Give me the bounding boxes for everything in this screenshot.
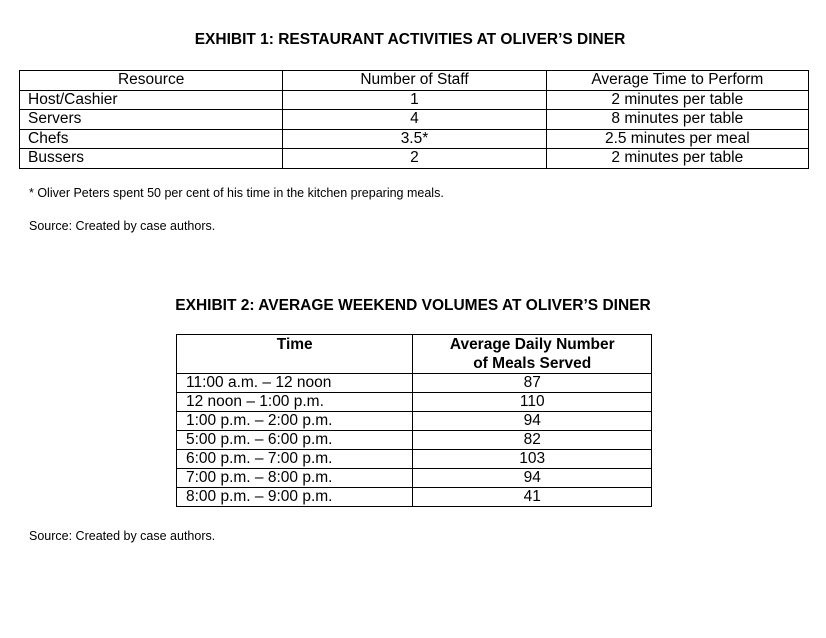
table-row bbox=[177, 374, 652, 393]
table-row bbox=[20, 90, 809, 110]
meals-cell: 103 bbox=[413, 450, 652, 469]
table-row bbox=[177, 450, 652, 469]
meals-cell: 94 bbox=[413, 412, 652, 431]
exhibit-1-title: EXHIBIT 1: RESTAURANT ACTIVITIES AT OLIVER’S DINER bbox=[194, 31, 626, 48]
table-row bbox=[20, 129, 809, 149]
header-average-time: Average Time to Perform bbox=[546, 71, 808, 91]
table-row bbox=[177, 393, 652, 412]
exhibit-1-table bbox=[19, 70, 809, 169]
staff-cell: 4 bbox=[283, 110, 546, 130]
resource-cell: Servers bbox=[20, 110, 283, 130]
table-header-row bbox=[20, 71, 809, 91]
header-meals-line-2: of Meals Served bbox=[473, 355, 592, 372]
resource-cell: Chefs bbox=[20, 129, 283, 149]
header-time: Time bbox=[177, 335, 413, 374]
meals-cell: 82 bbox=[413, 431, 652, 450]
time-cell: 2 minutes per table bbox=[546, 149, 808, 169]
header-number-of-staff: Number of Staff bbox=[283, 71, 546, 91]
exhibit-2-title: EXHIBIT 2: AVERAGE WEEKEND VOLUMES AT OLIVER’S DINER bbox=[175, 297, 651, 314]
time-cell: 2.5 minutes per meal bbox=[546, 129, 808, 149]
meals-cell: 110 bbox=[413, 393, 652, 412]
staff-cell: 2 bbox=[283, 149, 546, 169]
time-cell: 11:00 a.m. – 12 noon bbox=[177, 374, 413, 393]
resource-cell: Bussers bbox=[20, 149, 283, 169]
meals-cell: 94 bbox=[413, 469, 652, 488]
table-row bbox=[20, 110, 809, 130]
time-cell: 12 noon – 1:00 p.m. bbox=[177, 393, 413, 412]
meals-cell: 41 bbox=[413, 488, 652, 507]
table-row bbox=[177, 469, 652, 488]
staff-cell: 1 bbox=[283, 90, 546, 110]
table-row bbox=[20, 149, 809, 169]
table-row bbox=[177, 488, 652, 507]
time-cell: 8 minutes per table bbox=[546, 110, 808, 130]
time-cell: 1:00 p.m. – 2:00 p.m. bbox=[177, 412, 413, 431]
time-cell: 7:00 p.m. – 8:00 p.m. bbox=[177, 469, 413, 488]
time-cell: 5:00 p.m. – 6:00 p.m. bbox=[177, 431, 413, 450]
meals-cell: 87 bbox=[413, 374, 652, 393]
time-cell: 8:00 p.m. – 9:00 p.m. bbox=[177, 488, 413, 507]
time-cell: 6:00 p.m. – 7:00 p.m. bbox=[177, 450, 413, 469]
header-average-daily-meals bbox=[413, 335, 652, 374]
header-resource: Resource bbox=[20, 71, 283, 91]
staff-cell: 3.5* bbox=[283, 129, 546, 149]
table-header-row bbox=[177, 335, 652, 374]
time-cell: 2 minutes per table bbox=[546, 90, 808, 110]
resource-cell: Host/Cashier bbox=[20, 90, 283, 110]
exhibit-1-source: Source: Created by case authors. bbox=[29, 219, 216, 233]
exhibit-2-source: Source: Created by case authors. bbox=[29, 529, 216, 543]
exhibit-2-table bbox=[176, 334, 652, 507]
table-row bbox=[177, 412, 652, 431]
table-row bbox=[177, 431, 652, 450]
header-meals-line-1: Average Daily Number bbox=[449, 336, 615, 353]
exhibit-1-footnote: * Oliver Peters spent 50 per cent of his time in the kitchen preparing meals. bbox=[29, 186, 444, 200]
